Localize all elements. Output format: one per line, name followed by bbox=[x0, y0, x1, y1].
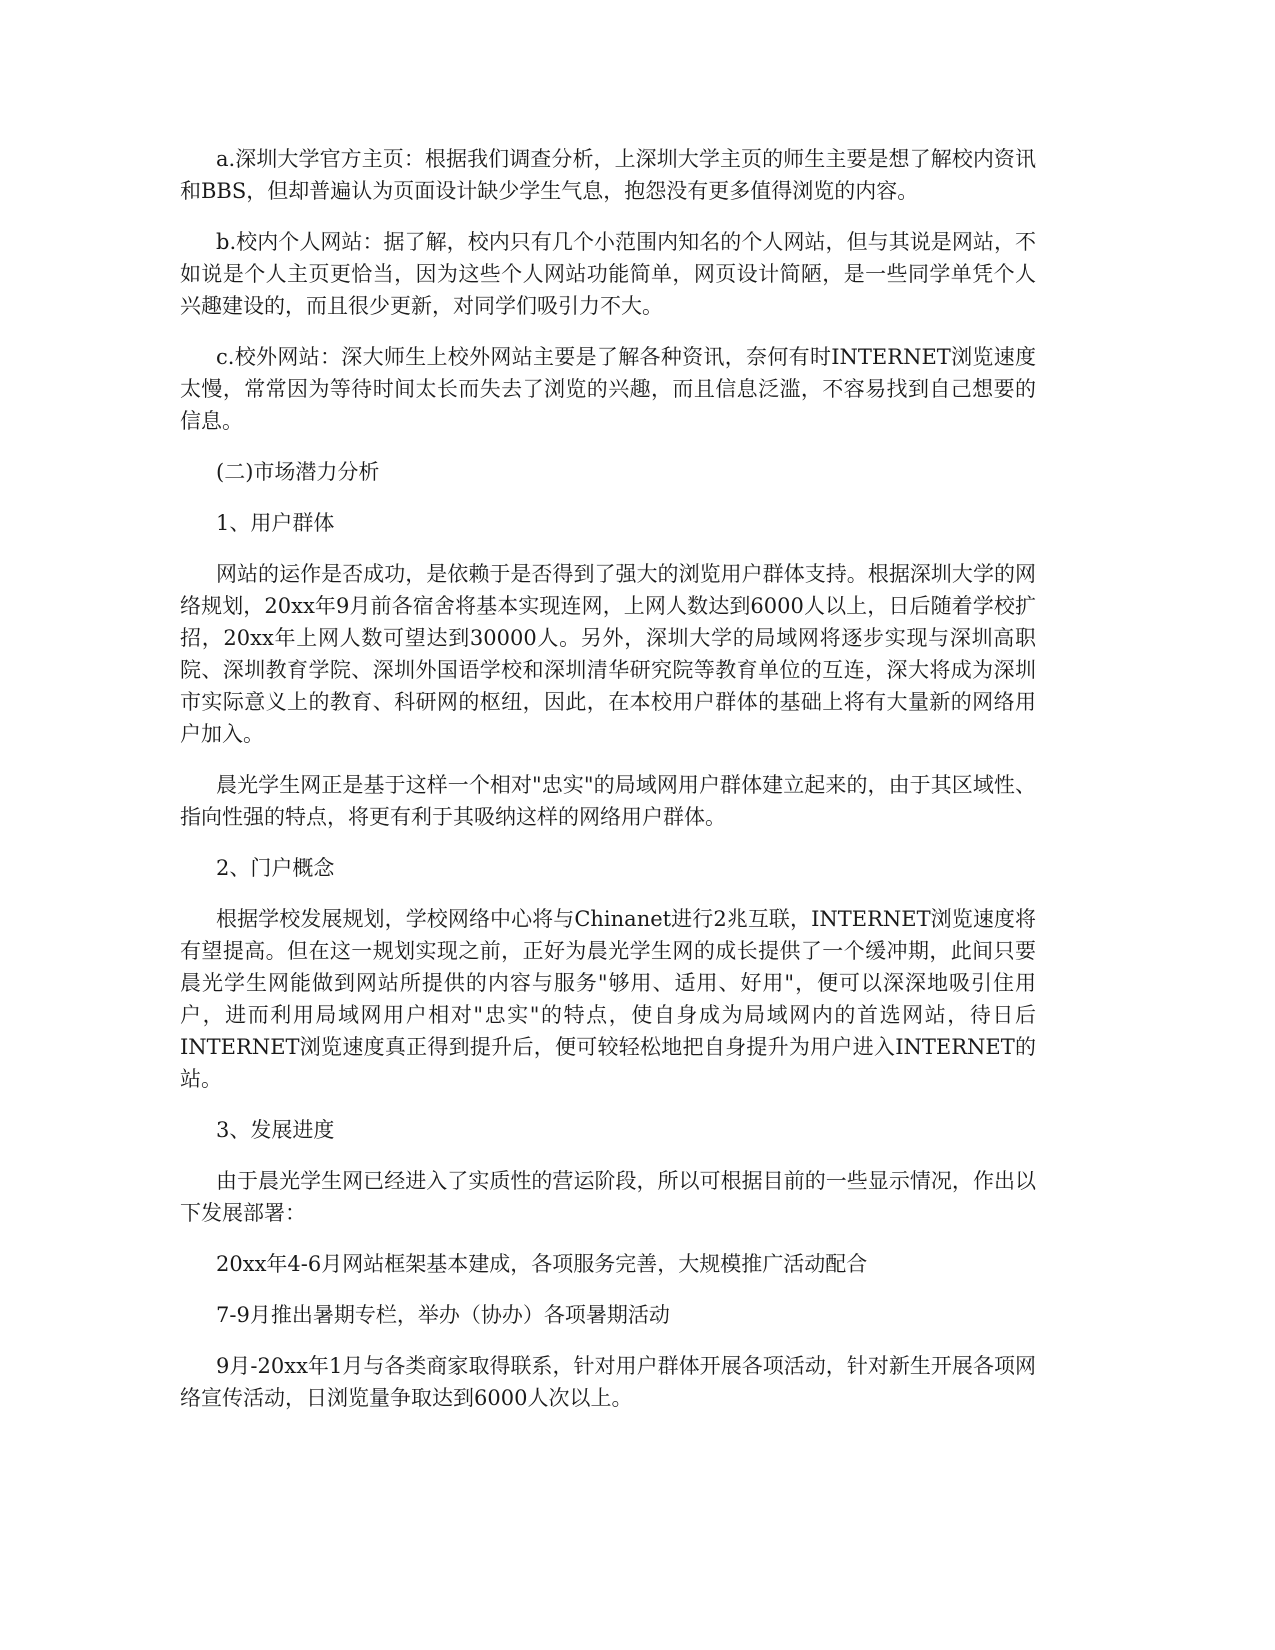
paragraph-external-websites: c.校外网站：深大师生上校外网站主要是了解各种资讯，奈何有时INTERNET浏览速度太慢，常常因为等待时间太长而失去了浏览的兴趣，而且信息泛滥，不容易找到自己想要的信息。 bbox=[180, 345, 1036, 433]
paragraph-user-groups: 网站的运作是否成功，是依赖于是否得到了强大的浏览用户群体支持。根据深圳大学的网络规划，20xx年9月前各宿舍将基本实现连网，上网人数达到6000人以上，日后随着学校扩招，20xx年上网人数可望达到30000人。另外，深圳大学的局域网将逐步实现与深圳高职院、深圳教育学院、深圳外国语学校和深圳清华研究院等教育单位的互连，深大将成为深圳市实际意义上的教育、科研网的枢纽，因此，在本校用户群体的基础上将有大量新的网络用户加入。 bbox=[180, 562, 1036, 746]
heading-user-groups: 1、用户群体 bbox=[216, 511, 335, 535]
heading-portal-concept: 2、门户概念 bbox=[216, 856, 335, 880]
document-page bbox=[180, 143, 1036, 1433]
paragraph-plan-july-september: 7-9月推出暑期专栏，举办（协办）各项暑期活动 bbox=[216, 1303, 670, 1327]
paragraph-portal-concept: 根据学校发展规划，学校网络中心将与Chinanet进行2兆互联，INTERNET浏览速度将有望提高。但在这一规划实现之前，正好为晨光学生网的成长提供了一个缓冲期，此间只要晨光学生网能做到网站所提供的内容与服务"够用、适用、好用"，便可以深深地吸引住用户，进而利用局域网用户相对"忠实"的特点，使自身成为局域网内的首选网站，待日后INTERNET浏览速度真正得到提升后，便可较轻松地把自身提升为用户进入INTERNET的站。 bbox=[180, 907, 1036, 1091]
paragraph-plan-april-june: 20xx年4-6月网站框架基本建成，各项服务完善，大规模推广活动配合 bbox=[216, 1252, 868, 1276]
paragraph-personal-websites: b.校内个人网站：据了解，校内只有几个小范围内知名的个人网站，但与其说是网站，不如说是个人主页更恰当，因为这些个人网站功能简单，网页设计简陋，是一些同学单凭个人兴趣建设的，而且很少更新，对同学们吸引力不大。 bbox=[180, 230, 1036, 318]
heading-market-potential: (二)市场潜力分析 bbox=[216, 460, 380, 484]
heading-development-progress: 3、发展进度 bbox=[216, 1118, 335, 1142]
paragraph-development-intro: 由于晨光学生网已经进入了实质性的营运阶段，所以可根据目前的一些显示情况，作出以下发展部署： bbox=[180, 1169, 1036, 1225]
paragraph-shenzhen-university-homepage: a.深圳大学官方主页：根据我们调查分析，上深圳大学主页的师生主要是想了解校内资讯和BBS，但却普遍认为页面设计缺少学生气息，抱怨没有更多值得浏览的内容。 bbox=[180, 147, 1036, 203]
paragraph-chenguang-network: 晨光学生网正是基于这样一个相对"忠实"的局域网用户群体建立起来的，由于其区域性、指向性强的特点，将更有利于其吸纳这样的网络用户群体。 bbox=[180, 773, 1036, 829]
paragraph-plan-september-january: 9月-20xx年1月与各类商家取得联系，针对用户群体开展各项活动，针对新生开展各项网络宣传活动，日浏览量争取达到6000人次以上。 bbox=[180, 1354, 1036, 1410]
